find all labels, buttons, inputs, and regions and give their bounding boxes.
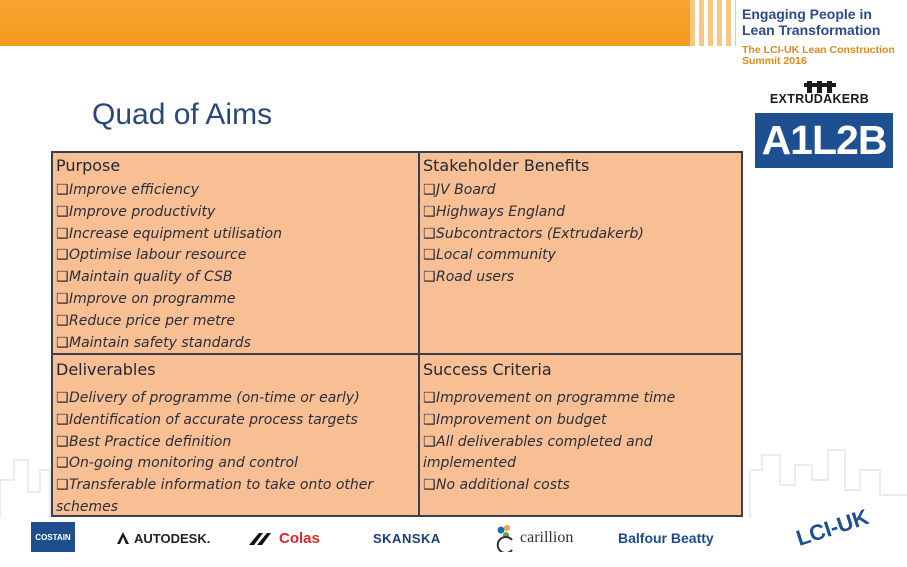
list-item [56,180,414,202]
checkbox-bullet-icon: ❑ [423,477,436,494]
checkbox-bullet-icon: ❑ [423,225,436,242]
checkbox-bullet-icon: ❑ [56,247,69,264]
list-item [56,289,414,311]
autodesk-mark-icon [116,531,130,545]
list-item-text: Improve productivity [69,203,216,220]
event-title: Engaging People in Lean Transformation [742,6,881,38]
a1l2b-logo: A1L2B [755,113,893,168]
quadrant-deliverables [56,360,406,519]
extrudakerb-logo [757,80,882,108]
checkbox-bullet-icon: ❑ [56,312,69,329]
quadrant-stakeholder-benefits [423,156,741,289]
checkbox-bullet-icon: ❑ [56,433,69,450]
carillion-mark-icon [494,524,518,552]
colas-swoosh-icon [249,531,277,545]
skanska-logo: SKANSKA [373,530,441,546]
list-item [56,453,406,475]
list-item-text: Improve on programme [69,290,236,307]
list-item-text: JV Board [436,182,496,198]
checkbox-bullet-icon: ❑ [423,433,436,450]
list-item [423,410,713,432]
deliverables-list [56,388,406,519]
checkbox-bullet-icon: ❑ [56,182,69,198]
list-item [423,224,741,246]
list-item-text: Maintain quality of CSB [69,269,233,286]
list-item [423,432,713,476]
list-item-text: Reduce price per metre [69,312,235,329]
list-item-text: Improve efficiency [69,182,199,198]
autodesk-wordmark: AUTODESK. [134,530,211,546]
success-criteria-list [423,388,713,497]
list-item-text: Increase equipment utilisation [69,225,282,242]
grid-divider-vertical [418,153,420,515]
quadrant-heading: Stakeholder Benefits [423,156,590,175]
colas-wordmark: Colas [279,529,320,547]
checkbox-bullet-icon: ❑ [56,203,69,220]
list-item [56,432,406,454]
list-item [56,267,414,289]
quadrant-purpose [56,156,414,354]
list-item-text: Local community [436,247,556,264]
colas-logo [249,522,320,554]
checkbox-bullet-icon: ❑ [56,225,69,242]
checkbox-bullet-icon: ❑ [56,411,69,428]
list-item [423,475,713,497]
list-item-text: Identification of accurate process targets [69,411,358,428]
checkbox-bullet-icon: ❑ [423,269,436,286]
checkbox-bullet-icon: ❑ [56,477,69,494]
list-item-text: Delivery of programme (on-time or early) [69,390,360,406]
list-item-text: Highways England [436,203,566,220]
list-item [56,388,406,410]
list-item [423,267,741,289]
checkbox-bullet-icon: ❑ [423,182,436,198]
page-title: Quad of Aims [92,98,273,131]
list-item [423,245,741,267]
quadrant-heading: Deliverables [56,360,156,379]
list-item-text: Improvement on programme time [436,390,676,406]
costain-logo: COSTAIN [31,522,75,552]
list-item-text: Maintain safety standards [69,334,251,351]
list-item-text: On-going monitoring and control [69,455,298,472]
checkbox-bullet-icon: ❑ [56,390,69,406]
list-item [423,388,713,410]
list-item-text: Subcontractors (Extrudakerb) [436,225,644,242]
list-item [56,333,414,355]
list-item-text: All deliverables completed and implemented [423,433,653,472]
checkbox-bullet-icon: ❑ [56,334,69,351]
quadrant-success-criteria [423,360,713,497]
list-item [56,245,414,267]
list-item [56,311,414,333]
stakeholder-benefits-list [423,180,741,289]
list-item [56,475,406,519]
checkbox-bullet-icon: ❑ [56,290,69,307]
checkbox-bullet-icon: ❑ [56,269,69,286]
list-item-text: Optimise labour resource [69,247,247,264]
header-band-fade [690,0,736,46]
checkbox-bullet-icon: ❑ [423,247,436,264]
carillion-wordmark: carillion [520,529,574,546]
list-item-text: Transferable information to take onto other schemes [56,477,374,515]
autodesk-logo [116,522,210,554]
checkbox-bullet-icon: ❑ [423,203,436,220]
header-band [0,0,690,46]
quadrant-heading: Success Criteria [423,360,552,379]
list-item-text: Road users [436,269,515,286]
checkbox-bullet-icon: ❑ [56,455,69,472]
extrudakerb-wordmark: EXTRUDAKERB [769,92,870,106]
checkbox-bullet-icon: ❑ [423,390,436,406]
list-item [423,202,741,224]
list-item [56,202,414,224]
purpose-list [56,180,414,354]
lci-uk-logo: LCI-UK [793,504,872,551]
quadrant-heading: Purpose [56,156,121,175]
list-item-text: Improvement on budget [436,411,607,428]
list-item-text: No additional costs [436,477,570,494]
event-subtitle: The LCI-UK Lean Construction Summit 2016 [742,44,895,67]
list-item-text: Best Practice definition [69,433,232,450]
carillion-logo [494,522,573,554]
list-item [423,180,741,202]
checkbox-bullet-icon: ❑ [423,411,436,428]
list-item [56,224,414,246]
list-item [56,410,406,432]
balfour-beatty-logo: Balfour Beatty [618,530,714,546]
